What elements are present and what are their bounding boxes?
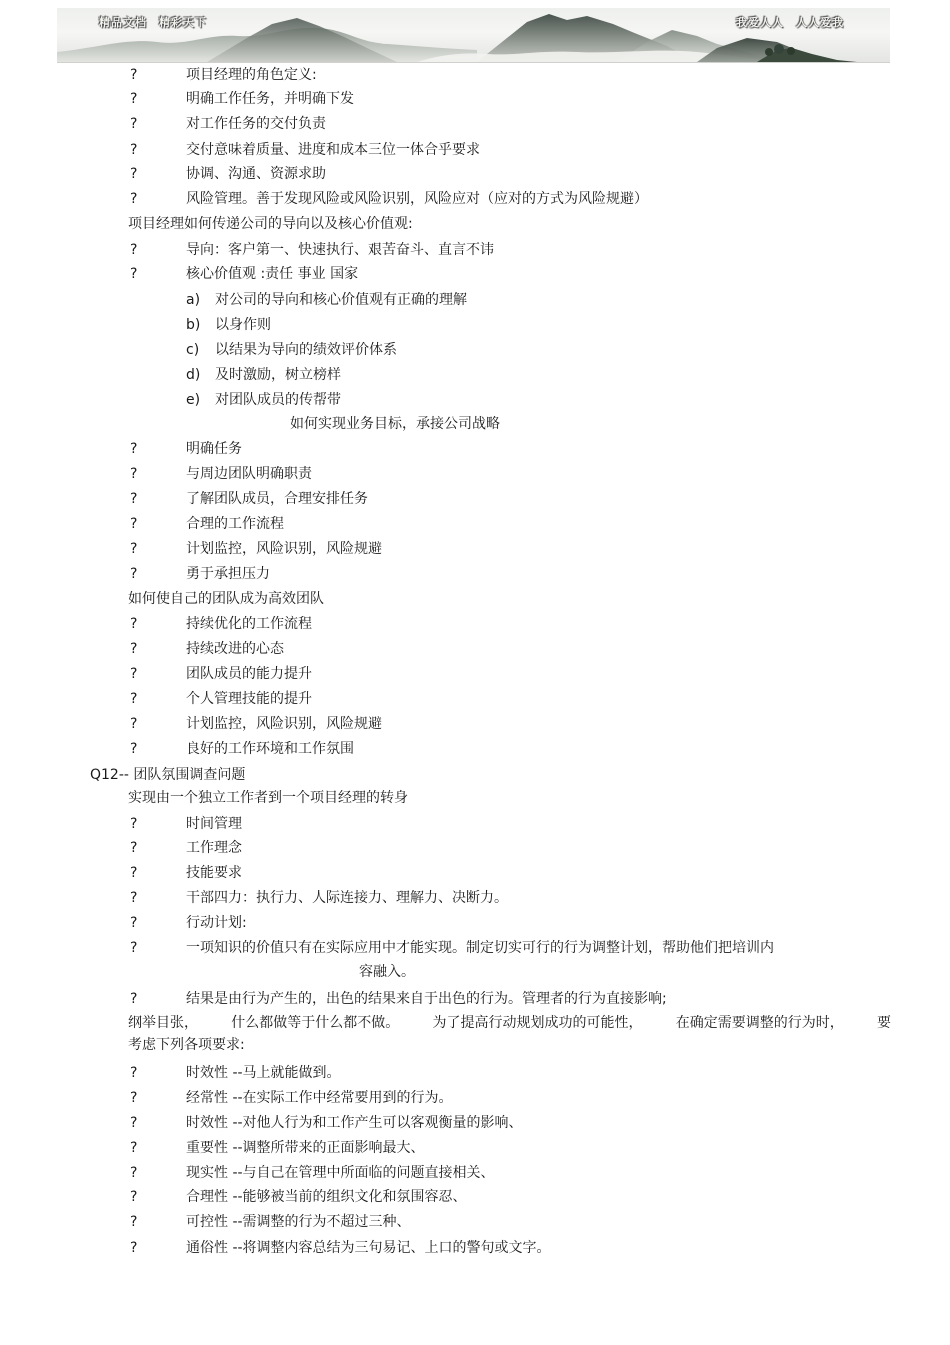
bullet-marker: ? (130, 242, 138, 258)
bullet-marker: ? (130, 1090, 138, 1106)
header-banner (57, 8, 890, 63)
bullet-marker: ? (130, 991, 138, 1007)
list-item: 合理的工作流程 (186, 516, 284, 532)
list-item: 工作理念 (186, 840, 242, 856)
list-item: 交付意味着质量、进度和成本三位一体合乎要求 (186, 142, 480, 158)
bullet-marker: ? (130, 466, 138, 482)
bullet-marker: ? (130, 516, 138, 532)
requirement-item: 经常性 --在实际工作中经常要用到的行为。 (186, 1090, 453, 1106)
bullet-marker: ? (130, 1140, 138, 1156)
list-item: 持续优化的工作流程 (186, 616, 312, 632)
bullet-marker: ? (130, 1189, 138, 1205)
requirement-item: 重要性 --调整所带来的正面影响最大、 (186, 1140, 425, 1156)
bullet-marker: ? (130, 616, 138, 632)
section-heading-goals: 如何实现业务目标，承接公司战略 (290, 416, 500, 432)
list-item: 行动计划: (186, 915, 247, 931)
banner-slogan-right: 我爱人人 人人爱我 (736, 16, 844, 29)
bullet-marker: ? (130, 541, 138, 557)
requirement-item: 时效性 --马上就能做到。 (186, 1065, 341, 1081)
section-heading-team: 如何使自己的团队成为高效团队 (128, 591, 324, 607)
bullet-marker: ? (130, 67, 138, 83)
requirement-item: 时效性 --对他人行为和工作产生可以客观衡量的影响、 (186, 1115, 523, 1131)
bullet-marker: ? (130, 191, 138, 207)
list-item-continuation: 容融入。 (359, 964, 415, 980)
sub-item-label: e) (186, 392, 201, 408)
sub-item-text: 对公司的导向和核心价值观有正确的理解 (215, 292, 467, 308)
paragraph-fragment: 为了提高行动规划成功的可能性， (432, 1015, 643, 1031)
list-item: 对工作任务的交付负责 (186, 116, 326, 132)
bullet-marker: ? (130, 116, 138, 132)
sub-item-text: 以身作则 (215, 317, 271, 333)
list-item: 个人管理技能的提升 (186, 691, 312, 707)
bullet-marker: ? (130, 816, 138, 832)
list-item: 结果是由行为产生的，出色的结果来自于出色的行为。管理者的行为直接影响; (186, 991, 667, 1007)
paragraph-fragment: 纲举目张， (128, 1015, 198, 1031)
requirement-item: 现实性 --与自己在管理中所面临的问题直接相关、 (186, 1165, 495, 1181)
list-item: 与周边团队明确职责 (186, 466, 312, 482)
section-heading-values: 项目经理如何传递公司的导向以及核心价值观: (128, 216, 413, 232)
bullet-marker: ? (130, 716, 138, 732)
sub-item-label: a) (186, 292, 201, 308)
bullet-marker: ? (130, 666, 138, 682)
bullet-marker: ? (130, 1065, 138, 1081)
list-item: 计划监控，风险识别，风险规避 (186, 541, 382, 557)
list-item: 了解团队成员，合理安排任务 (186, 491, 368, 507)
bullet-marker: ? (130, 741, 138, 757)
bullet-marker: ? (130, 865, 138, 881)
bullet-marker: ? (130, 91, 138, 107)
paragraph-line (128, 1015, 891, 1031)
section-heading-q12: Q12-- 团队氛围调查问题 (90, 767, 246, 783)
paragraph-fragment: 要 (877, 1015, 891, 1031)
list-item: 风险管理。善于发现风险或风险识别，风险应对（应对的方式为风险规避） (186, 191, 648, 207)
bullet-marker: ? (130, 691, 138, 707)
bullet-marker: ? (130, 890, 138, 906)
bullet-marker: ? (130, 142, 138, 158)
bullet-marker: ? (130, 166, 138, 182)
bullet-marker: ? (130, 566, 138, 582)
list-item: 明确工作任务，并明确下发 (186, 91, 354, 107)
paragraph-line-continuation: 考虑下列各项要求: (128, 1037, 245, 1053)
requirement-item: 合理性 --能够被当前的组织文化和氛围容忍、 (186, 1189, 467, 1205)
list-item: 一项知识的价值只有在实际应用中才能实现。制定切实可行的行为调整计划，帮助他们把培训内 (186, 940, 774, 956)
banner-slogan-left: 精品文档 精彩天下 (99, 16, 207, 29)
list-item: 持续改进的心态 (186, 641, 284, 657)
list-item: 时间管理 (186, 816, 242, 832)
bullet-marker: ? (130, 840, 138, 856)
list-item: 干部四力：执行力、人际连接力、理解力、决断力。 (186, 890, 508, 906)
list-item: 团队成员的能力提升 (186, 666, 312, 682)
sub-item-label: d) (186, 367, 201, 383)
bullet-marker: ? (130, 1165, 138, 1181)
sub-item-text: 以结果为导向的绩效评价体系 (215, 342, 397, 358)
requirement-item: 可控性 --需调整的行为不超过三种、 (186, 1214, 411, 1230)
sub-item-text: 及时激励，树立榜样 (215, 367, 341, 383)
section-title-pm-role: 项目经理的角色定义: (186, 67, 317, 83)
list-item: 导向：客户第一、快速执行、艰苦奋斗、直言不讳 (186, 242, 494, 258)
bullet-marker: ? (130, 1214, 138, 1230)
list-item: 技能要求 (186, 865, 242, 881)
bullet-marker: ? (130, 266, 138, 282)
bullet-marker: ? (130, 1115, 138, 1131)
paragraph-fragment: 什么都做等于什么都不做。 (231, 1015, 400, 1031)
bullet-marker: ? (130, 641, 138, 657)
section-subheading-transition: 实现由一个独立工作者到一个项目经理的转身 (128, 790, 408, 806)
bullet-marker: ? (130, 915, 138, 931)
requirement-item: 通俗性 --将调整内容总结为三句易记、上口的警句或文字。 (186, 1240, 551, 1256)
list-item: 核心价值观 :责任 事业 国家 (186, 266, 359, 282)
bullet-marker: ? (130, 491, 138, 507)
list-item: 计划监控，风险识别，风险规避 (186, 716, 382, 732)
sub-item-label: b) (186, 317, 201, 333)
list-item: 明确任务 (186, 441, 242, 457)
list-item: 良好的工作环境和工作氛围 (186, 741, 354, 757)
bullet-marker: ? (130, 1240, 138, 1256)
bullet-marker: ? (130, 441, 138, 457)
paragraph-fragment: 在确定需要调整的行为时， (675, 1015, 844, 1031)
sub-item-text: 对团队成员的传帮带 (215, 392, 341, 408)
bullet-marker: ? (130, 940, 138, 956)
list-item: 协调、沟通、资源求助 (186, 166, 326, 182)
sub-item-label: c) (186, 342, 200, 358)
list-item: 勇于承担压力 (186, 566, 270, 582)
